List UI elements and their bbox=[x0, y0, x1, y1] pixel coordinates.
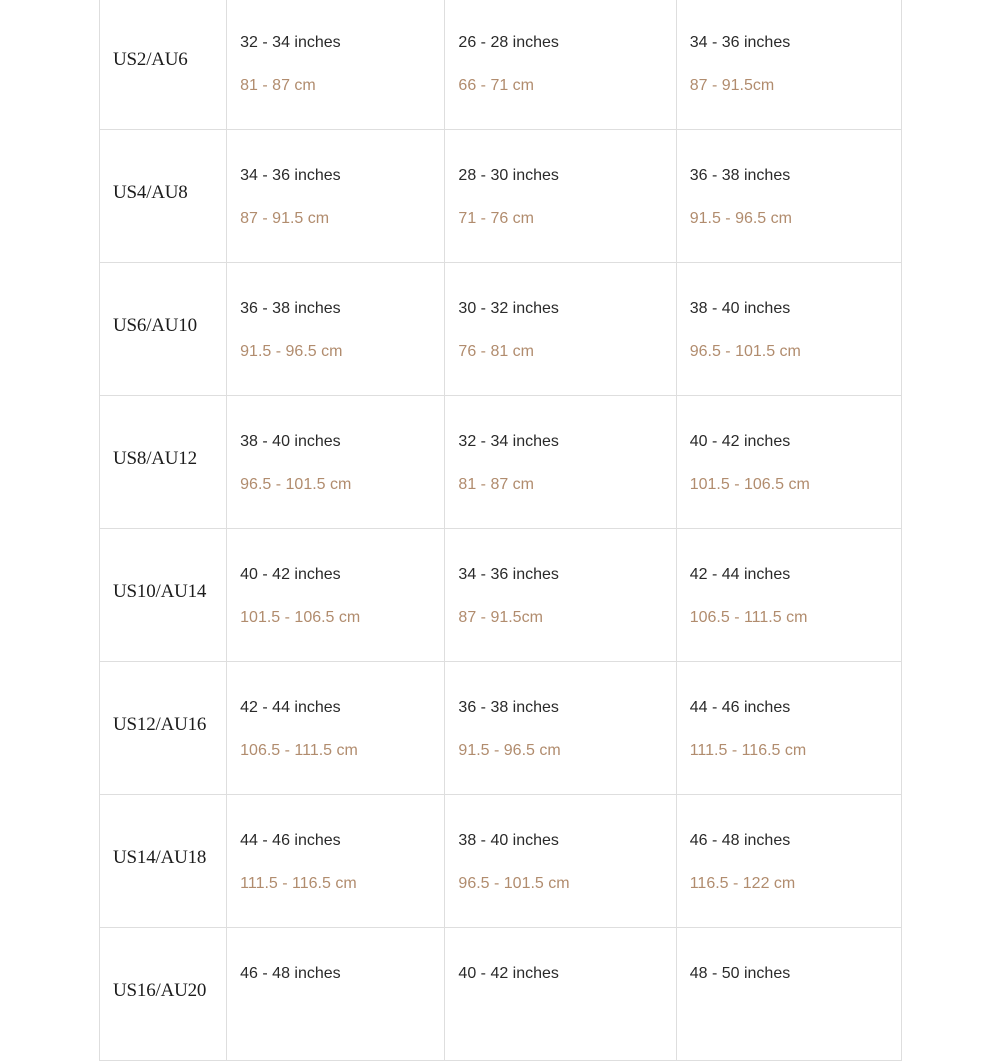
inches-value: 26 - 28 inches bbox=[458, 34, 559, 51]
measurement-cell bbox=[676, 529, 901, 662]
measurement-cell bbox=[445, 396, 676, 529]
size-cell bbox=[100, 130, 227, 263]
inches-value: 38 - 40 inches bbox=[689, 300, 791, 317]
size-label: US6/AU10 bbox=[113, 315, 197, 336]
inches-value: 46 - 48 inches bbox=[689, 832, 791, 849]
cm-value: 96.5 - 101.5 cm bbox=[689, 343, 801, 360]
cm-value: 87 - 91.5cm bbox=[689, 77, 775, 94]
cm-value: 101.5 - 106.5 cm bbox=[240, 609, 361, 626]
size-cell bbox=[100, 928, 227, 1061]
table-row bbox=[100, 263, 902, 396]
measurement-cell bbox=[676, 130, 901, 263]
table-row bbox=[100, 795, 902, 928]
table-row bbox=[100, 0, 902, 130]
inches-value: 42 - 44 inches bbox=[240, 699, 341, 716]
size-label: US4/AU8 bbox=[113, 182, 188, 203]
table-row bbox=[100, 928, 902, 1061]
cm-value: 76 - 81 cm bbox=[458, 343, 535, 360]
inches-value: 36 - 38 inches bbox=[240, 300, 341, 317]
measurement-cell bbox=[227, 662, 445, 795]
inches-value: 28 - 30 inches bbox=[458, 167, 559, 184]
table-row bbox=[100, 662, 902, 795]
measurement-cell bbox=[227, 396, 445, 529]
cm-value: 111.5 - 116.5 cm bbox=[240, 875, 357, 892]
cm-value: 111.5 - 116.5 cm bbox=[689, 742, 807, 759]
table-row bbox=[100, 396, 902, 529]
measurement-cell bbox=[676, 263, 901, 396]
cm-value: 91.5 - 96.5 cm bbox=[240, 343, 343, 360]
measurement-cell bbox=[445, 529, 676, 662]
size-label: US14/AU18 bbox=[113, 847, 207, 868]
cm-value: 66 - 71 cm bbox=[458, 77, 535, 94]
inches-value: 36 - 38 inches bbox=[458, 699, 559, 716]
size-label: US2/AU6 bbox=[113, 49, 188, 70]
inches-value: 34 - 36 inches bbox=[240, 167, 341, 184]
inches-value: 34 - 36 inches bbox=[458, 566, 559, 583]
measurement-cell bbox=[227, 795, 445, 928]
size-label: US16/AU20 bbox=[113, 980, 207, 1001]
cm-value: 91.5 - 96.5 cm bbox=[458, 742, 561, 759]
measurement-cell bbox=[227, 263, 445, 396]
size-cell bbox=[100, 795, 227, 928]
measurement-cell bbox=[227, 928, 445, 1061]
cm-value: 71 - 76 cm bbox=[458, 210, 535, 227]
measurement-cell bbox=[676, 662, 901, 795]
inches-value: 30 - 32 inches bbox=[458, 300, 559, 317]
cm-value: 91.5 - 96.5 cm bbox=[689, 210, 792, 227]
cm-value: 96.5 - 101.5 cm bbox=[458, 875, 570, 892]
table-row bbox=[100, 130, 902, 263]
measurement-cell bbox=[676, 795, 901, 928]
inches-value: 44 - 46 inches bbox=[689, 699, 791, 716]
cm-value: 87 - 91.5 cm bbox=[240, 210, 330, 227]
inches-value: 34 - 36 inches bbox=[689, 34, 791, 51]
cm-value: 101.5 - 106.5 cm bbox=[689, 476, 810, 493]
size-label: US10/AU14 bbox=[113, 581, 207, 602]
inches-value: 44 - 46 inches bbox=[240, 832, 341, 849]
size-cell bbox=[100, 662, 227, 795]
cm-value: 106.5 - 111.5 cm bbox=[240, 742, 358, 759]
inches-value: 40 - 42 inches bbox=[240, 566, 341, 583]
inches-value: 38 - 40 inches bbox=[240, 433, 341, 450]
inches-value: 42 - 44 inches bbox=[689, 566, 791, 583]
inches-value: 36 - 38 inches bbox=[689, 167, 791, 184]
size-cell bbox=[100, 0, 227, 130]
inches-value: 38 - 40 inches bbox=[458, 832, 559, 849]
measurement-cell bbox=[227, 130, 445, 263]
measurement-cell bbox=[445, 662, 676, 795]
measurement-cell bbox=[227, 0, 445, 130]
cm-value: 81 - 87 cm bbox=[458, 476, 535, 493]
inches-value: 40 - 42 inches bbox=[689, 433, 791, 450]
measurement-cell bbox=[676, 928, 901, 1061]
cm-value: 81 - 87 cm bbox=[240, 77, 316, 94]
measurement-cell bbox=[445, 130, 676, 263]
size-chart-table bbox=[99, 0, 902, 1061]
cm-value: 116.5 - 122 cm bbox=[689, 875, 796, 892]
size-cell bbox=[100, 263, 227, 396]
measurement-cell bbox=[445, 263, 676, 396]
inches-value: 40 - 42 inches bbox=[458, 965, 559, 982]
cm-value: 106.5 - 111.5 cm bbox=[689, 609, 808, 626]
cm-value: 96.5 - 101.5 cm bbox=[240, 476, 352, 493]
inches-value: 32 - 34 inches bbox=[458, 433, 559, 450]
size-label: US12/AU16 bbox=[113, 714, 207, 735]
inches-value: 46 - 48 inches bbox=[240, 965, 341, 982]
size-label: US8/AU12 bbox=[113, 448, 197, 469]
table-row bbox=[100, 529, 902, 662]
measurement-cell bbox=[676, 396, 901, 529]
size-cell bbox=[100, 396, 227, 529]
measurement-cell bbox=[676, 0, 901, 130]
inches-value: 48 - 50 inches bbox=[689, 965, 791, 982]
size-cell bbox=[100, 529, 227, 662]
measurement-cell bbox=[445, 928, 676, 1061]
cm-value: 87 - 91.5cm bbox=[458, 609, 543, 626]
measurement-cell bbox=[445, 795, 676, 928]
inches-value: 32 - 34 inches bbox=[240, 34, 341, 51]
measurement-cell bbox=[227, 529, 445, 662]
measurement-cell bbox=[445, 0, 676, 130]
